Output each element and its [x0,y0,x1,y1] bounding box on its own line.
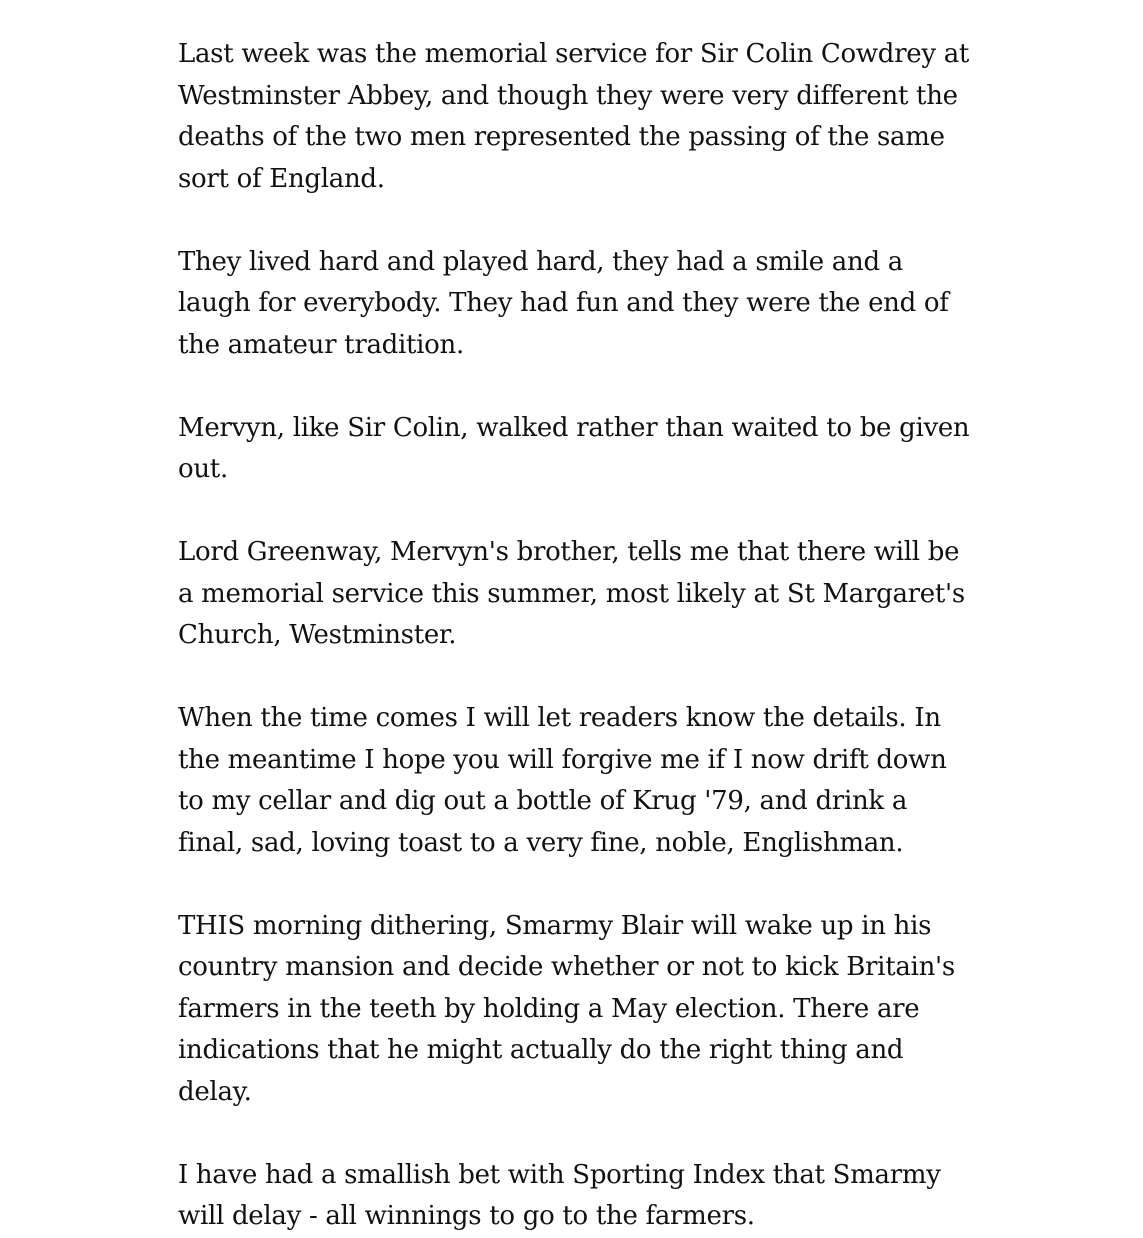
paragraph-memorial-service: Last week was the memorial service for Sir Colin Cowdrey at Westminster Abbey, and though they were very different the deaths of the two men represented the passing of the same sort of England. [178,39,970,194]
article-body [178,34,978,1238]
paragraph-lived-hard: They lived hard and played hard, they had a smile and a laugh for everybody. They had fun and they were the end of the amateur tradition. [178,246,949,360]
paragraph-lord-greenway: Lord Greenway, Mervyn's brother, tells me that there will be a memorial service this summer, most likely at St Margaret's Church, Westminster. [178,537,965,650]
paragraph-sporting-index-bet: I have had a smallish bet with Sporting Index that Smarmy will delay - all winnings to go to the farmers. [178,1159,941,1231]
paragraph-krug-toast: When the time comes I will let readers know the details. In the meantime I hope you will forgive me if I now drift down to my cellar and dig out a bottle of Krug '79, and drink a final, sad, loving toast to a very fine, noble, Englishman. [178,703,947,858]
paragraph-smarmy-blair: THIS morning dithering, Smarmy Blair will wake up in his country mansion and decide whether or not to kick Britain's farmers in the teeth by holding a May election. There are indications that he might actually do the right thing and delay. [178,910,955,1107]
paragraph-walked: Mervyn, like Sir Colin, walked rather than waited to be given out. [178,412,970,484]
